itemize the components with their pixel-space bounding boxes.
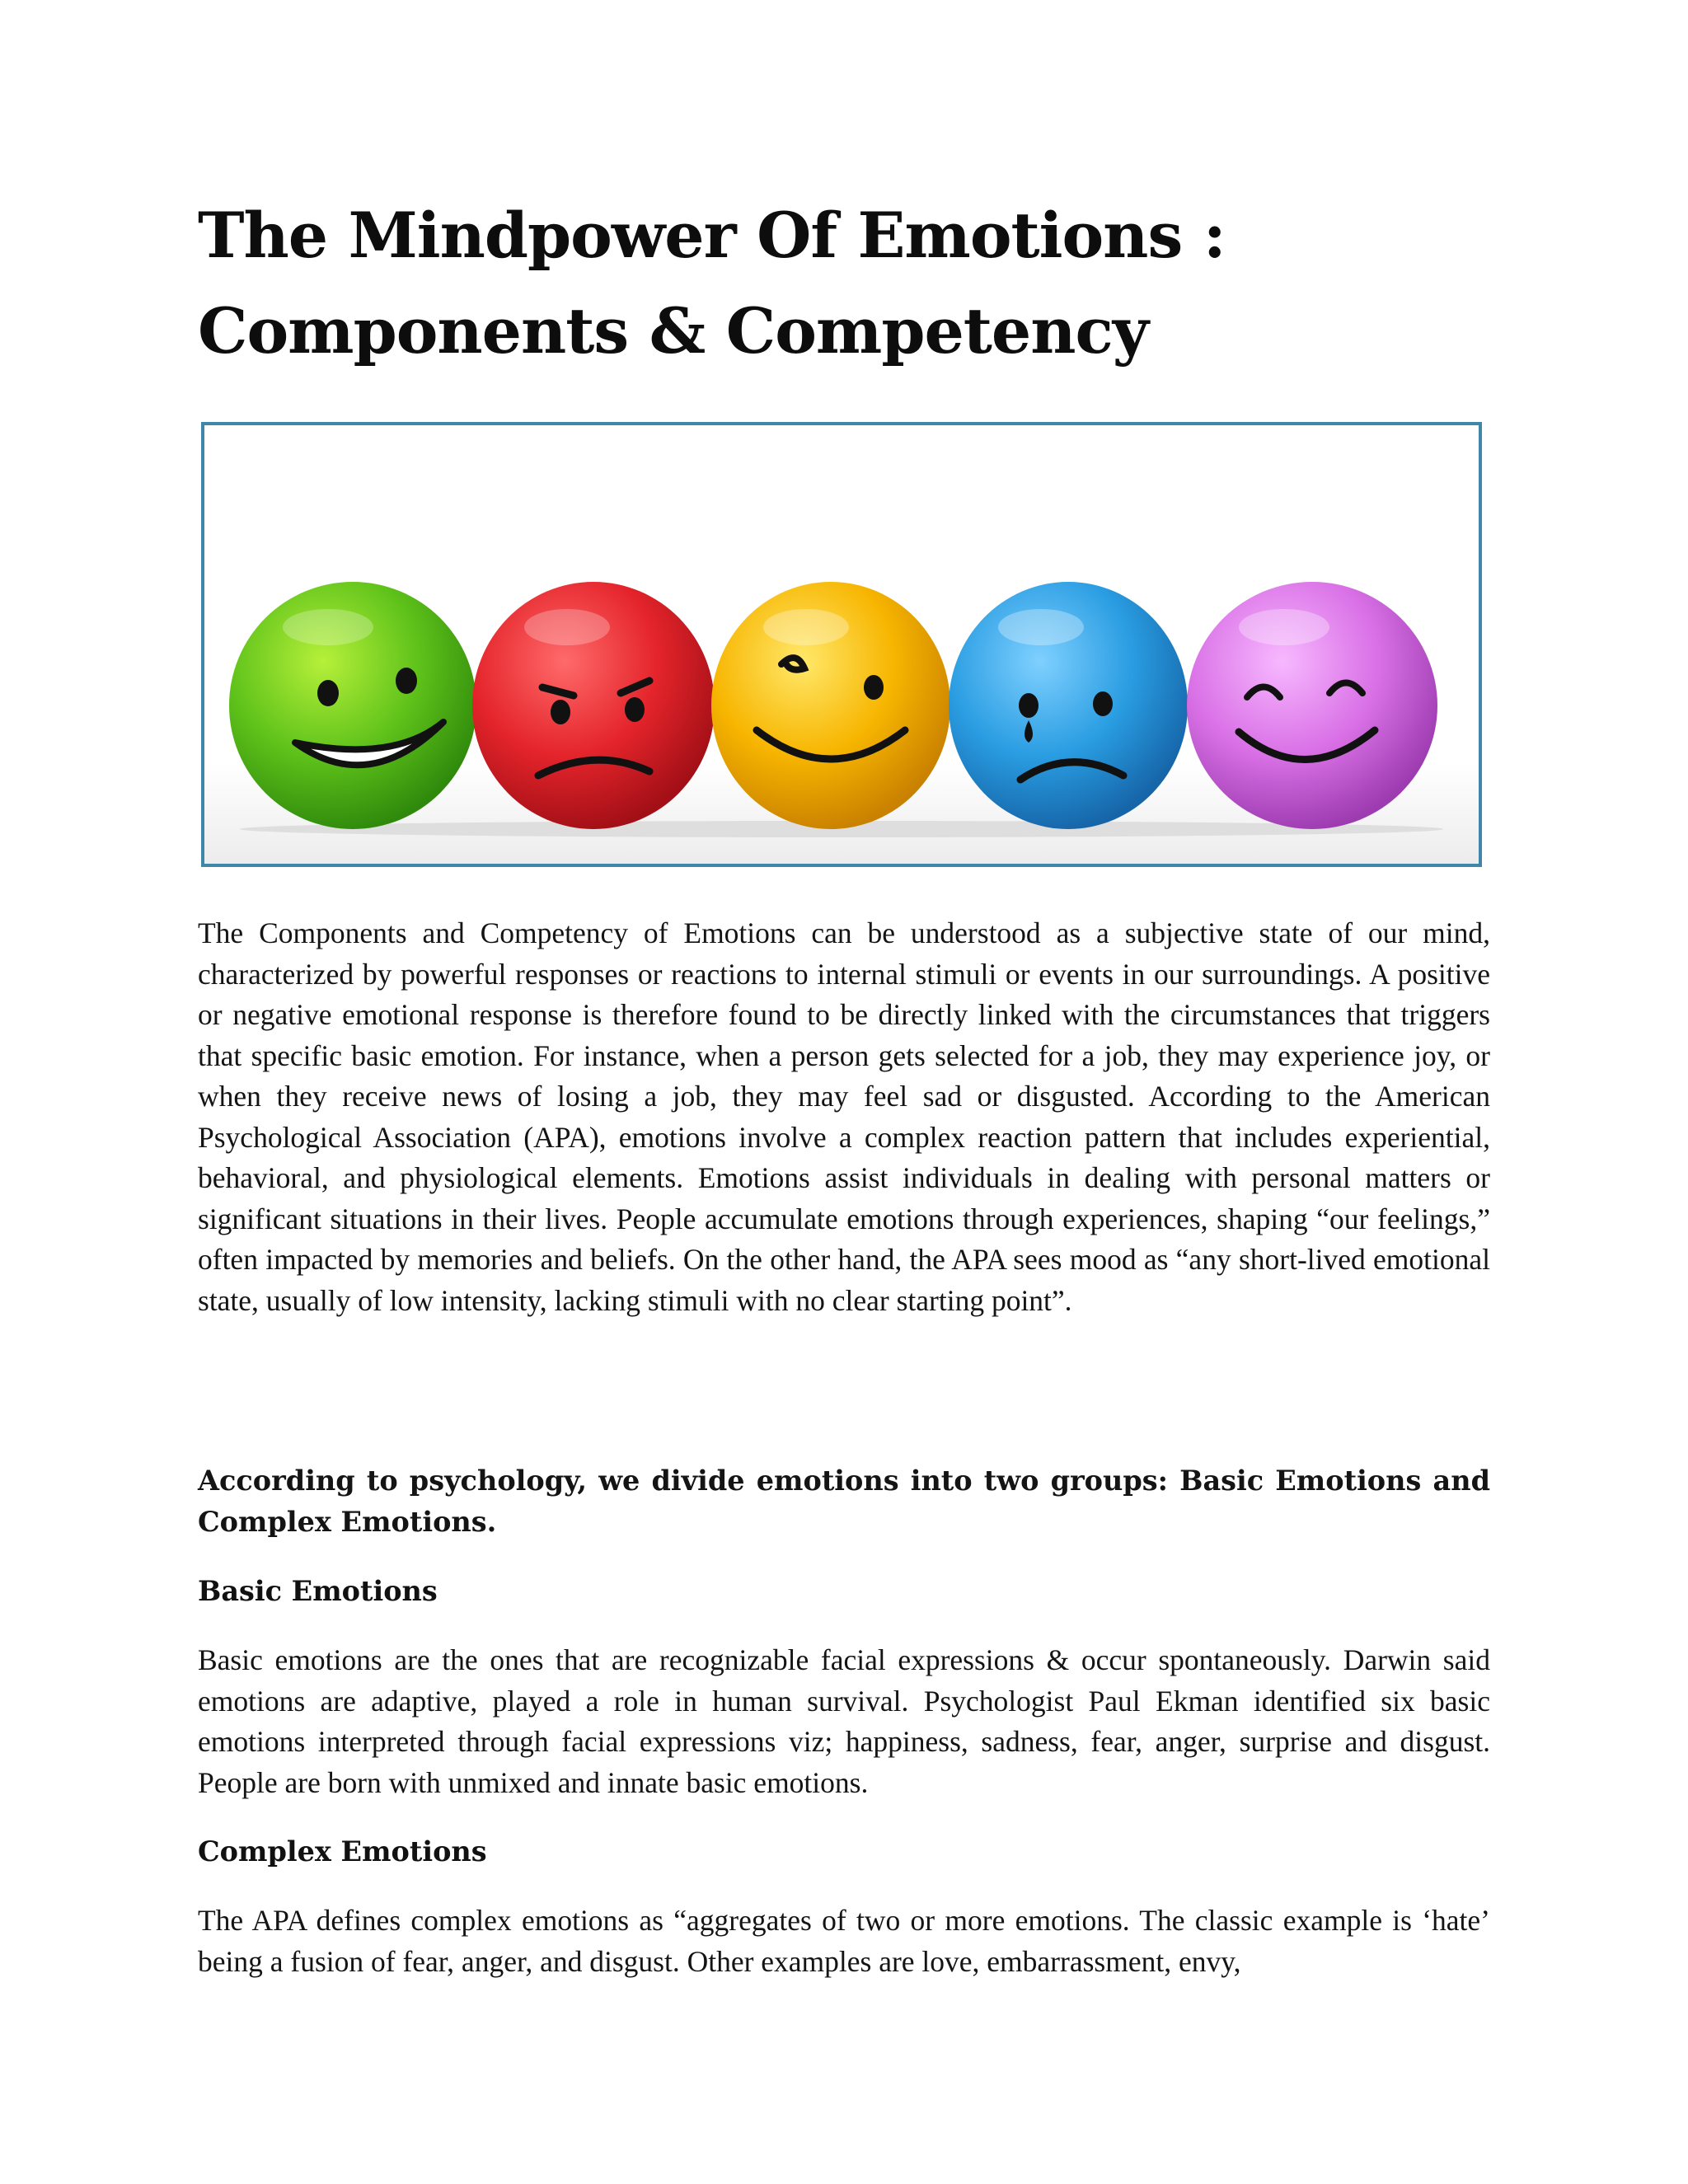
title-line-1: The Mindpower Of Emotions :: [198, 199, 1226, 272]
basic-emotions-paragraph: Basic emotions are the ones that are recognizable facial expressions & occur spontaneously. Darwin said emotions are adaptive, played a role in human survival. Psychologist Paul Ekman identified six basic emotions interpreted through facial expressions viz; happiness, sadness, fear, anger, surprise and disgust. People are born with unmixed and innate basic emotions.: [198, 1643, 1490, 1799]
complex-emotions-heading: Complex Emotions: [198, 1835, 487, 1868]
happy-face-icon: [229, 582, 476, 829]
emoji-faces-illustration: [201, 422, 1482, 867]
content-face-icon: [1187, 582, 1437, 829]
groups-heading: According to psychology, we divide emotions into two groups: Basic Emotions and Complex Emotions.: [198, 1465, 1490, 1538]
winking-face-icon: [711, 582, 950, 829]
complex-emotions-paragraph: The APA defines complex emotions as “aggregates of two or more emotions. The classic example is ‘hate’ being a fusion of fear, anger, and disgust. Other examples are love, embarrassment, envy,: [198, 1904, 1490, 1978]
intro-paragraph: The Components and Competency of Emotions can be understood as a subjective state of our mind, characterized by powerful responses or reactions to internal stimuli or events in our surroundings. A positive or negative emotional response is therefore found to be directly linked with the circumstances that triggers that specific basic emotion. For instance, when a person gets selected for a job, they may experience joy, or when they receive news of losing a job, they may feel sad or disgusted. According to the American Psychological Association (APA), emotions involve a complex reaction pattern that includes experiential, behavioral, and physiological elements. Emotions assist individuals in dealing with personal matters or significant situations in their lives. People accumulate emotions through experiences, shaping “our feelings,” often impacted by memories and beliefs. On the other hand, the APA sees mood as “any short-lived emotional state, usually of low intensity, lacking stimuli with no clear starting point”.: [198, 916, 1490, 1317]
sad-face-icon: [949, 582, 1188, 829]
title-line-2: Components & Competency: [198, 294, 1148, 368]
basic-emotions-heading: Basic Emotions: [198, 1575, 438, 1607]
angry-face-icon: [472, 582, 715, 829]
page-title: [198, 188, 1490, 379]
